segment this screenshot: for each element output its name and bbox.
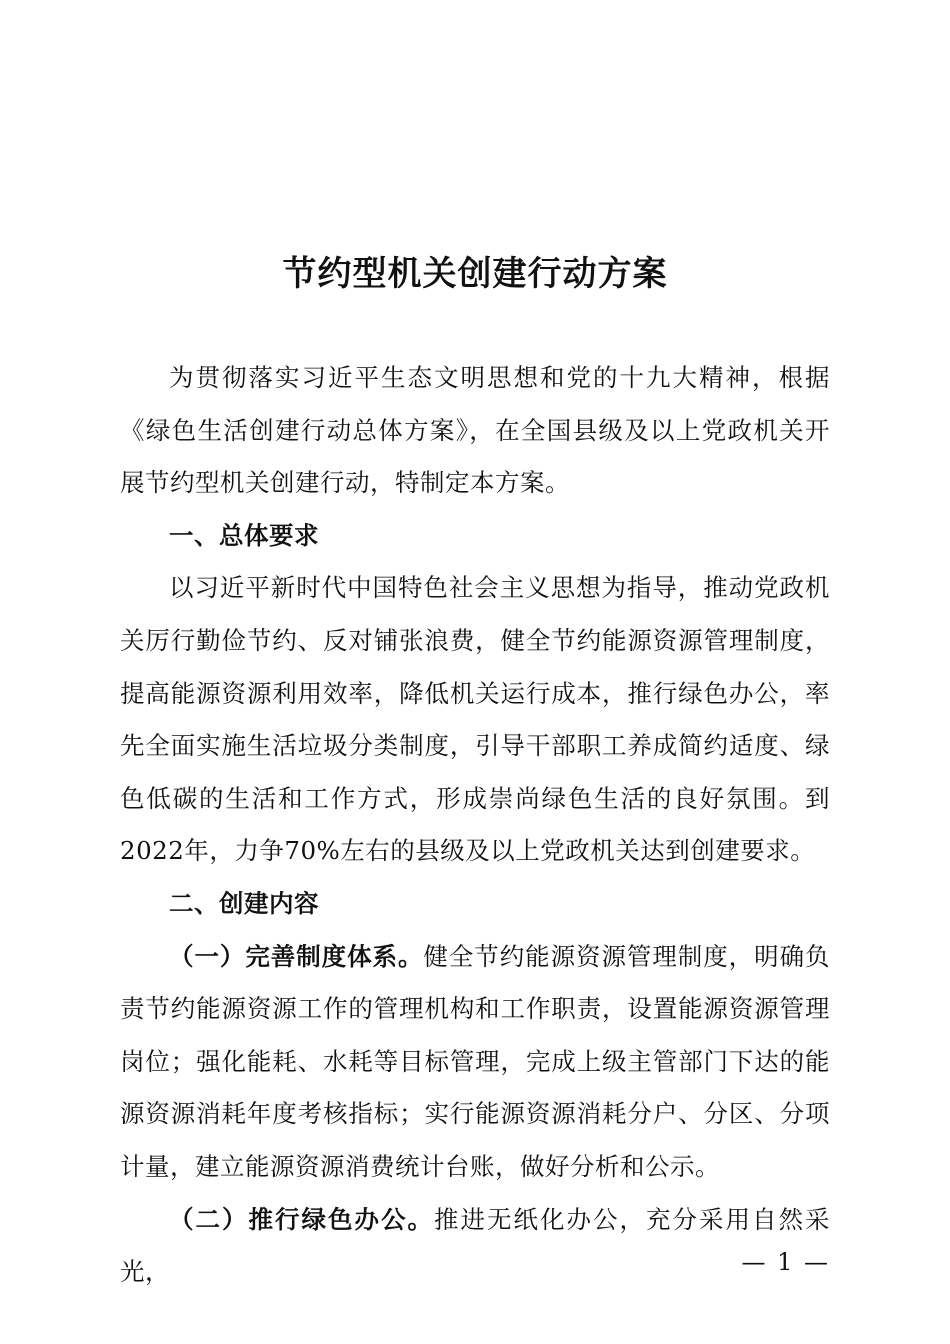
page-number: — 1 — — [741, 1248, 830, 1276]
document-title: 节约型机关创建行动方案 — [282, 254, 668, 294]
item-improve-system-text: 健全节约能源资源管理制度，明确负责节约能源资源工作的管理机构和工作职责，设置能源资源管理岗位；强化能耗、水耗等目标管理，完成上级主管部门下达的能源资源消耗年度考核指标；实行能源资源消耗分户、分区、分项计量，建立能源资源消费统计台账，做好分析和公示。 — [120, 941, 831, 1181]
item-improve-system-label: （一）完善制度体系。 — [169, 941, 424, 971]
document-body — [120, 352, 830, 1299]
general-requirements-paragraph: 以习近平新时代中国特色社会主义思想为指导，推动党政机关厉行勤俭节约、反对铺张浪费，健全节约能源资源管理制度，提高能源资源利用效率，降低机关运行成本，推行绿色办公，率先全面实施生活垃圾分类制度，引导干部职工养成简约适度、绿色低碳的生活和工作方式，形成崇尚绿色生活的良好氛围。到2022年，力争70%左右的县级及以上党政机关达到创建要求。 — [120, 573, 830, 866]
item-green-office-label: （二）推行绿色办公。 — [169, 1204, 434, 1234]
item-green-office-paragraph — [120, 1194, 830, 1299]
intro-paragraph: 为贯彻落实习近平生态文明思想和党的十九大精神，根据《绿色生活创建行动总体方案》，在全国县级及以上党政机关开展节约型机关创建行动，特制定本方案。 — [120, 363, 830, 498]
item-improve-system-paragraph — [120, 931, 830, 1194]
item-green-office-text: 推进无纸化办公，充分采用自然采光， — [120, 1204, 830, 1287]
section-heading-creation-content: 二、创建内容 — [169, 888, 319, 918]
section-heading-general-requirements: 一、总体要求 — [169, 520, 319, 550]
